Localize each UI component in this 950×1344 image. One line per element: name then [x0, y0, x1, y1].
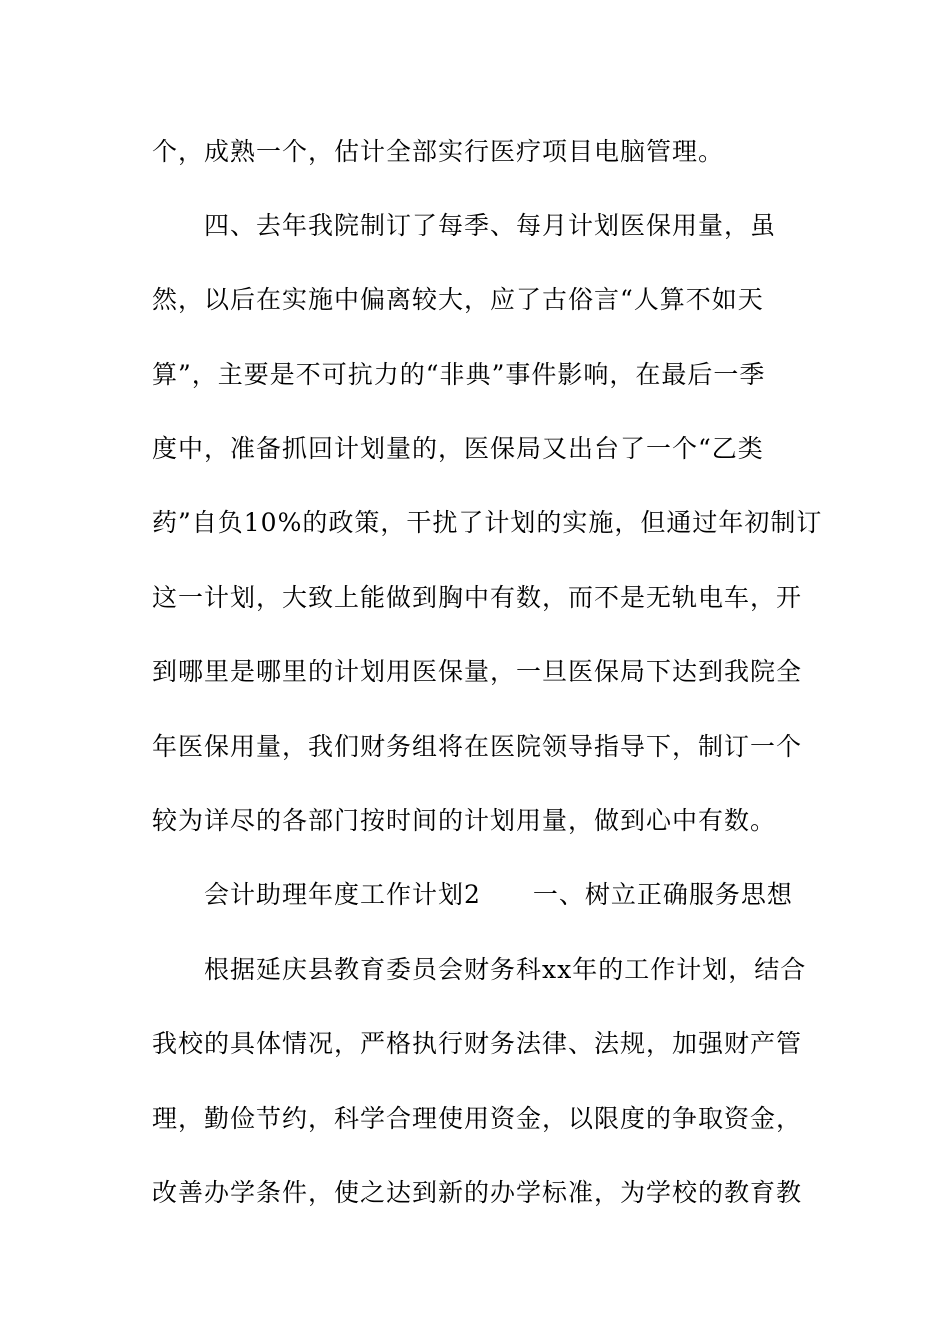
text-line-5: 度中，准备抓回计划量的，医保局又出台了一个“乙类: [152, 434, 764, 463]
text-line-10: 较为详尽的各部门按时间的计划用量，做到心中有数。: [152, 806, 777, 835]
text-line-14: 理，勤俭节约，科学合理使用资金，以限度的争取资金，: [152, 1104, 803, 1133]
text-line-15: 改善办学条件，使之达到新的办学标准，为学校的教育教: [152, 1178, 803, 1207]
section-heading: 会计助理年度工作计划2 一、树立正确服务思想: [204, 880, 793, 909]
text-line-3: 然，以后在实施中偏离较大，应了古俗言“人算不如天: [152, 285, 764, 314]
text-line-12: 根据延庆县教育委员会财务科xx年的工作计划，结合: [204, 955, 807, 984]
text-line-6: 药”自负10%的政策，干扰了计划的实施，但通过年初制订: [152, 508, 823, 537]
text-line-4: 算”，主要是不可抗力的“非典”事件影响，在最后一季: [152, 360, 766, 389]
text-line-13: 我校的具体情况，严格执行财务法律、法规，加强财产管: [152, 1029, 803, 1058]
text-line-9: 年医保用量，我们财务组将在医院领导指导下，制订一个: [152, 732, 803, 761]
text-line-1: 个，成熟一个，估计全部实行医疗项目电脑管理。: [152, 137, 725, 166]
text-line-2: 四、去年我院制订了每季、每月计划医保用量，虽: [204, 211, 777, 240]
text-line-7: 这一计划，大致上能做到胸中有数，而不是无轨电车，开: [152, 583, 803, 612]
text-line-8: 到哪里是哪里的计划用医保量，一旦医保局下达到我院全: [152, 657, 803, 686]
